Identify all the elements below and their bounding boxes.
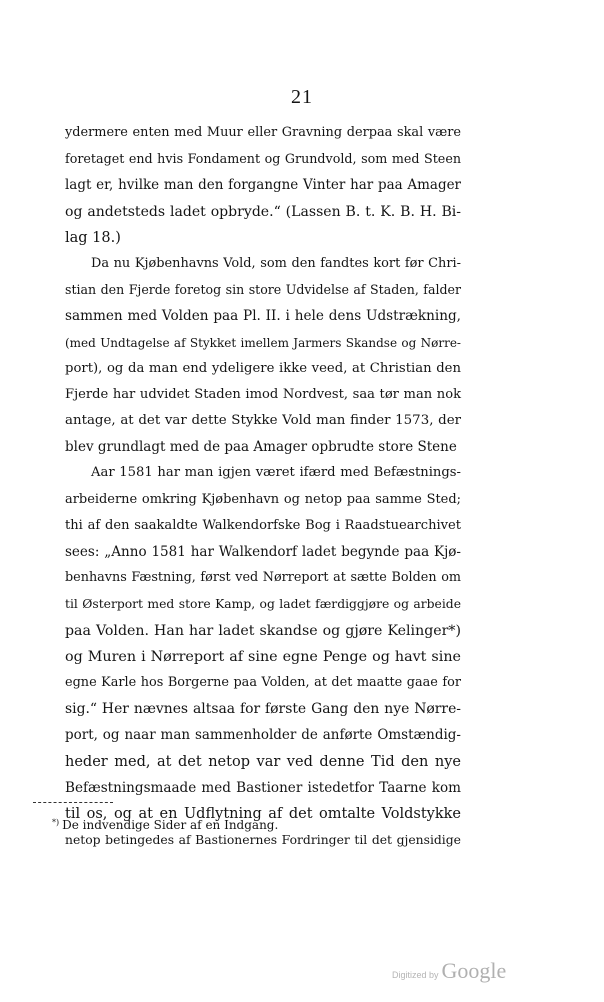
page-number: 21 — [291, 86, 313, 108]
text-line: lag 18.) — [65, 229, 121, 246]
watermark-prefix: Digitized by — [392, 970, 439, 980]
text-line: sees: „Anno 1581 har Walkendorf ladet begynde paa Kjø- — [65, 544, 461, 560]
footnote-text: De indvendige Sider af en Indgang. — [62, 818, 279, 832]
text-line: Befæstningsmaade med Bastioner istedetfor Taarne kom — [65, 779, 461, 796]
text-line: paa Volden. Han har ladet skandse og gjøre Kelinger*) — [65, 622, 461, 639]
text-line: til os, og at en Udflytning af det omtalte Voldstykke — [65, 805, 461, 822]
text-line: blev grundlagt med de paa Amager opbrudte store Stene — [65, 439, 457, 456]
text-line: foretaget end hvis Fondament og Grundvold, som med Steen — [65, 151, 461, 167]
text-line: Fjerde har udvidet Staden imod Nordvest, saa tør man nok — [65, 386, 461, 402]
digitized-watermark — [392, 958, 506, 984]
text-line: heder med, at det netop var ved denne Tid den nye — [65, 753, 461, 770]
text-line: benhavns Fæstning, først ved Nørreport at sætte Bolden om — [65, 570, 461, 586]
text-line: Aar 1581 har man igjen været ifærd med Befæstnings- — [91, 465, 461, 481]
text-line: ydermere enten med Muur eller Gravning derpaa skal være — [65, 125, 461, 140]
text-line: port, og naar man sammenholder de anførte Omstændig- — [65, 727, 461, 744]
footnote-divider — [33, 802, 113, 803]
google-logo: Google — [441, 958, 507, 983]
footnote — [52, 818, 278, 832]
text-line: og andetsteds ladet opbryde.“ (Lassen B. t. K. B. H. Bi- — [65, 203, 461, 220]
text-line: stian den Fjerde foretog sin store Udvidelse af Staden, falder — [65, 282, 461, 298]
text-line: og Muren i Nørreport af sine egne Penge og havt sine — [65, 648, 461, 665]
text-line: arbeiderne omkring Kjøbenhavn og netop paa samme Sted; — [65, 491, 461, 507]
text-line: port), og da man end ydeligere ikke veed, at Christian den — [65, 360, 461, 376]
text-line: antage, at det var dette Stykke Vold man finder 1573, der — [65, 413, 461, 429]
text-line: sammen med Volden paa Pl. II. i hele dens Udstrækning, — [65, 308, 461, 325]
text-line: sig.“ Her nævnes altsaa for første Gang den nye Nørre- — [65, 701, 461, 718]
body-text — [65, 120, 461, 853]
text-line: lagt er, hvilke man den forgangne Vinter har paa Amager — [65, 177, 461, 194]
text-line: netop betingedes af Bastionernes Fordringer til det gjensidige — [65, 833, 461, 848]
text-line: thi af den saakaldte Walkendorfske Bog i Raadstuearchivet — [65, 517, 461, 533]
text-line: Da nu Kjøbenhavns Vold, som den fandtes kort før Chri- — [91, 255, 461, 271]
text-line: egne Karle hos Borgerne paa Volden, at det maatte gaae for — [65, 674, 461, 690]
text-line: (med Undtagelse af Stykket imellem Jarmers Skandse og Nørre- — [65, 335, 461, 350]
text-line: til Østerport med store Kamp, og ladet færdiggjøre og arbeide — [65, 597, 461, 612]
footnote-marker: *) — [52, 818, 60, 827]
